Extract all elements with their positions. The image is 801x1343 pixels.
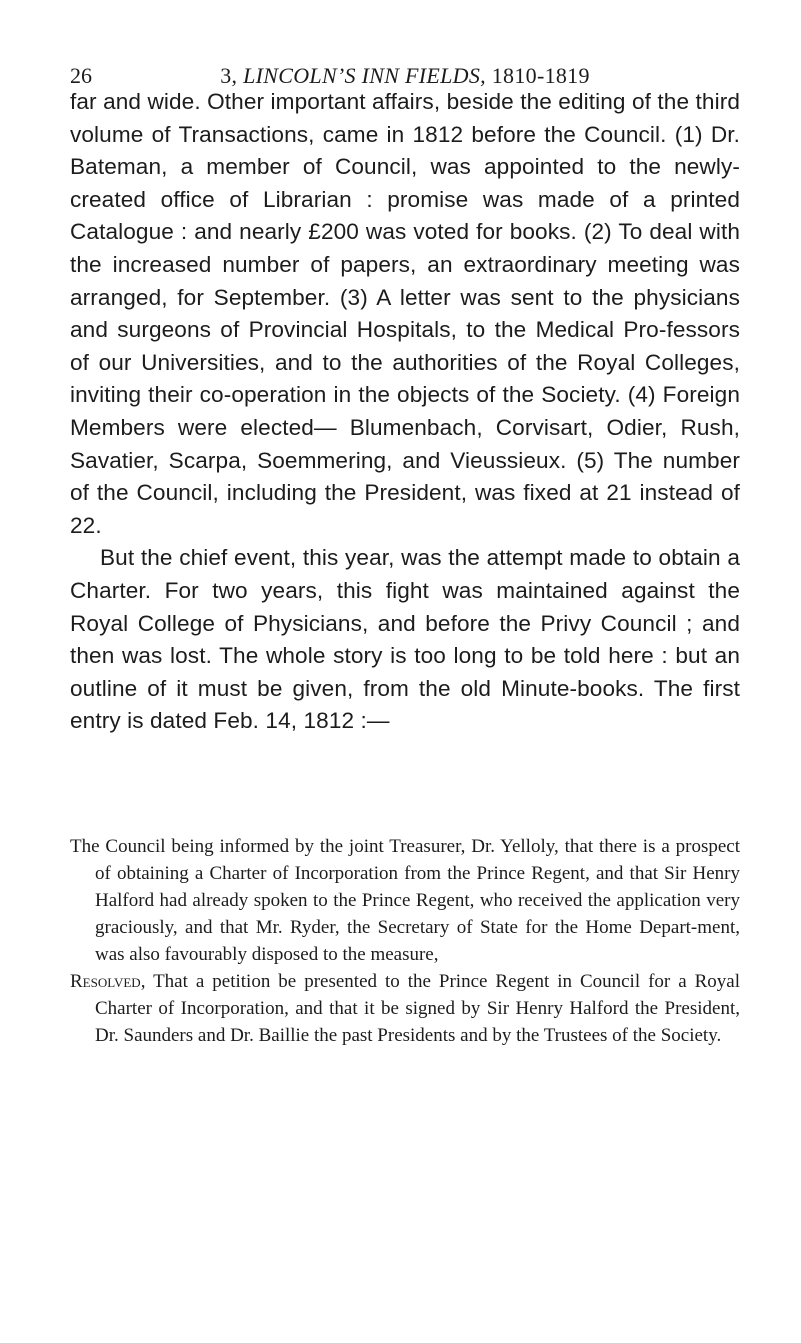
- page-number: 26: [70, 63, 92, 88]
- quote-paragraph-1-text: The Council being informed by the joint Treasurer, Dr. Yelloly, that there is a prospect of obtaining a Charter of Incorporation from the Prince Regent, and that Sir Henry Halford had already spoken to the Prince Regent, who received the application very graciously, and that Mr. Ryder, the Secretary of State for the Home Depart-ment, was also favourably disposed to the measure,: [70, 836, 740, 965]
- body-paragraph-1: far and wide. Other important affairs, beside the editing of the third volume of Transactions, came in 1812 before the Council. (1) Dr. Bateman, a member of Council, was appointed to the newly-created office of Librarian : promise was made of a printed Catalogue : and nearly £200 was voted for books. (2) To deal with the increased number of papers, an extraordinary meeting was arranged, for September. (3) A letter was sent to the physicians and surgeons of Provincial Hospitals, to the Medical Pro-fessors of our Universities, and to the authorities of the Royal Colleges, inviting their co-operation in the objects of the Society. (4) Foreign Members were elected— Blumenbach, Corvisart, Odier, Rush, Savatier, Scarpa, Soemmering, and Vieussieux. (5) The number of the Council, including the President, was fixed at 21 instead of 22.: [70, 89, 740, 538]
- resolved-word: Resolved,: [70, 971, 146, 992]
- minute-book-quote: [70, 833, 740, 1049]
- quote-paragraph-2: [70, 968, 740, 1049]
- chapter-prefix: 3,: [220, 63, 244, 88]
- chapter-place: LINCOLN’S INN FIELDS,: [243, 63, 486, 88]
- quote-paragraph-2-text: That a petition be presented to the Prince Regent in Council for a Royal Charter of Incorporation, and that it be signed by Sir Henry Halford the President, Dr. Saunders and Dr. Baillie the past Presidents and by the Trustees of the Society.: [95, 971, 740, 1046]
- main-text: [70, 86, 740, 738]
- quote-paragraph-1: [70, 833, 740, 968]
- body-paragraph-2: But the chief event, this year, was the attempt made to obtain a Charter. For two years, this fight was maintained against the Royal College of Physicians, and before the Privy Council ; and then was lost. The whole story is too long to be told here : but an outline of it must be given, from the old Minute-books. The first entry is dated Feb. 14, 1812 :—: [70, 545, 740, 734]
- chapter-years: 1810-1819: [485, 63, 590, 88]
